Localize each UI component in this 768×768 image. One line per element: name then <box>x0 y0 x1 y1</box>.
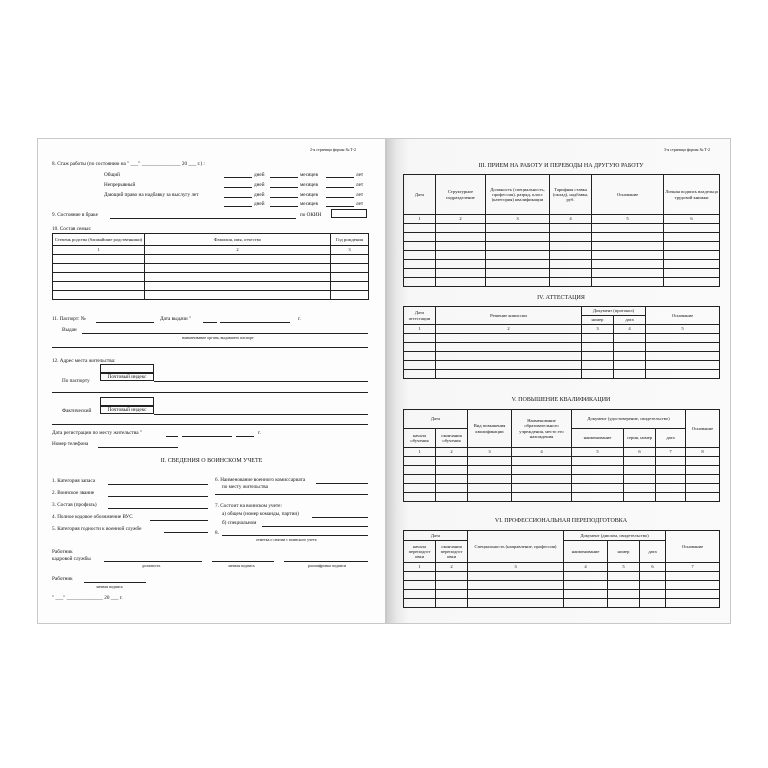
s8-years-4: лет <box>356 201 364 207</box>
sign-worker-hint: личная подпись <box>96 584 123 589</box>
s6-header: начала переподгот овки <box>404 541 436 563</box>
postal-box-2: Почтовый индекс <box>100 397 154 406</box>
s5-header: Наименование образовательного учреждения, место его нахождения <box>512 410 572 448</box>
table-row <box>404 466 720 475</box>
family-header-year: Год рождения <box>331 234 369 246</box>
s12-reg-day-line[interactable] <box>166 436 178 437</box>
sign-decoding-hint: расшифровка подписи <box>308 563 347 568</box>
military-title: II. СВЕДЕНИЯ О ВОИНСКОМ УЧЕТЕ <box>160 458 263 464</box>
sign-worker-line[interactable] <box>84 582 146 583</box>
table-row <box>53 282 369 291</box>
military-item-4: 4. Полное кодовое обозначение ВУС <box>52 514 133 520</box>
s8-months-line-2[interactable] <box>270 187 298 188</box>
s12-reg-month-line[interactable] <box>182 436 232 437</box>
table-row <box>404 233 720 242</box>
table-row <box>404 361 720 370</box>
s8-days-1: дней <box>254 172 265 178</box>
table-row <box>404 370 720 379</box>
table-row <box>404 581 720 590</box>
s5-header: Основание <box>686 410 720 448</box>
s6-num: 6 <box>640 563 666 572</box>
s8-days-3: дней <box>254 192 265 198</box>
s8-years-1: лет <box>356 172 364 178</box>
military-item-7b: б) специальном <box>222 520 257 526</box>
sign-personal-line[interactable] <box>212 561 274 562</box>
s6-num: 5 <box>608 563 640 572</box>
s8-days-4: дней <box>254 201 265 207</box>
s12-actual-addr-line-2[interactable] <box>52 424 368 425</box>
s3-header: Должность (специальность, профессия), разряд, класс (категория) квалификации <box>486 175 550 215</box>
s12-actual-addr-line[interactable] <box>154 414 368 415</box>
sign-decoding-line[interactable] <box>284 561 368 562</box>
military-line-4[interactable] <box>150 520 208 521</box>
s4-header: Документ (протокол) <box>582 307 646 316</box>
table-row <box>404 493 720 502</box>
table-row <box>404 343 720 352</box>
s12-reg-year-line[interactable] <box>236 436 254 437</box>
s5-num: 8 <box>686 448 720 457</box>
s4-header: Основание <box>646 307 720 325</box>
s5-header: дата <box>656 429 686 448</box>
s8-months-line-4[interactable] <box>270 206 298 207</box>
s6-num: 1 <box>404 563 436 572</box>
table-row <box>53 273 369 282</box>
sign-date: " ___" ______________ 20 ___ г. <box>52 595 123 601</box>
s11-number-line[interactable] <box>96 322 154 323</box>
military-line-7b[interactable] <box>262 526 368 527</box>
s5-num: 6 <box>624 448 656 457</box>
s4-num: 5 <box>646 325 720 334</box>
s8-days-line-4[interactable] <box>224 206 252 207</box>
postal-box-1: Почтовый индекс <box>100 364 154 373</box>
family-num: 3 <box>331 246 369 255</box>
military-item-8-hint: отметка о снятии с воинского учета <box>256 537 317 542</box>
sign-personal-hint: личная подпись <box>228 563 255 568</box>
s6-header: Дата <box>404 531 468 541</box>
s12-by-passport: По паспорту <box>62 378 90 384</box>
s4-header: номер <box>582 316 614 325</box>
s5-header: наименование <box>572 429 624 448</box>
s3-header: Личная подпись владельца трудовой книжки <box>664 175 720 215</box>
sign-worker-hr-2: кадровой службы <box>52 556 91 562</box>
s5-header: начала обучения <box>404 429 436 448</box>
sign-worker-hr: Работник <box>52 549 73 555</box>
s5-num: 3 <box>468 448 512 457</box>
military-item-8: 8. <box>215 530 219 536</box>
s12-phone: Номер телефона <box>52 441 89 447</box>
military-line-8[interactable] <box>222 535 368 536</box>
family-header-name: Фамилия, имя, отчество <box>145 234 331 246</box>
military-line-2[interactable] <box>108 496 208 497</box>
military-line-6[interactable] <box>316 483 368 484</box>
s8-years-line-2[interactable] <box>326 187 354 188</box>
table-row <box>404 242 720 251</box>
table-row <box>404 269 720 278</box>
s3-title: III. ПРИЕМ НА РАБОТУ И ПЕРЕВОДЫ НА ДРУГУЮ РАБОТУ <box>478 163 644 169</box>
sign-position-hint: должность <box>142 563 161 568</box>
table-row <box>404 484 720 493</box>
s3-header: Тарифная ставка (оклад), надбавка, руб. <box>550 175 592 215</box>
s12-passport-addr-line[interactable] <box>154 381 368 382</box>
s4-header: Дата аттестации <box>404 307 436 325</box>
s5-header: серия, номер <box>624 429 656 448</box>
s6-num: 7 <box>666 563 720 572</box>
s4-table <box>403 306 720 379</box>
s12-actual: Фактический <box>62 408 92 414</box>
postal-input-1[interactable] <box>100 373 154 381</box>
military-line-7a[interactable] <box>312 517 368 518</box>
postal-input-2[interactable] <box>100 406 154 414</box>
table-row <box>404 457 720 466</box>
table-row <box>53 255 369 264</box>
s11-issued-line[interactable] <box>82 333 368 334</box>
family-num: 2 <box>145 246 331 255</box>
s6-title: VI. ПРОФЕССИОНАЛЬНАЯ ПЕРЕПОДГОТОВКА <box>494 518 628 524</box>
form-ref-left: 2-я страница формы № Т-2 <box>310 147 357 152</box>
s6-table <box>403 530 720 608</box>
s5-num: 5 <box>572 448 624 457</box>
s8-label: 8. Стаж работы (по состоянию на " ___" _______________ 20 ___ г.) : <box>52 161 205 167</box>
s6-header: наименование <box>564 541 608 563</box>
s3-table <box>403 174 720 287</box>
s3-num: 5 <box>592 215 664 224</box>
s12-reg-year: г. <box>258 430 261 436</box>
military-item-5: 5. Категория годности к военной службе <box>52 526 142 532</box>
s9-okin-box[interactable] <box>331 209 367 218</box>
s5-table <box>403 409 720 502</box>
s8-years-line-3[interactable] <box>326 197 354 198</box>
table-row <box>404 572 720 581</box>
table-row <box>404 224 720 233</box>
military-item-7a: а) общем (номер команды, партии) <box>222 511 299 517</box>
military-line-6b[interactable] <box>215 494 368 495</box>
s3-num: 3 <box>486 215 550 224</box>
family-num: 1 <box>53 246 145 255</box>
s3-num: 1 <box>404 215 436 224</box>
s8-days-2: дней <box>254 182 265 188</box>
s5-header: Дата <box>404 410 468 429</box>
s8-months-line-3[interactable] <box>270 197 298 198</box>
sign-worker: Работник <box>52 576 73 582</box>
s9-label: 9. Состояние в браке <box>52 212 98 218</box>
s11-issue-date: Дата выдачи " <box>160 316 192 322</box>
s6-header: Документ (диплом, свидетельство) <box>564 531 666 541</box>
s3-header: Структурное подразделение <box>436 175 486 215</box>
s12-reg-date: Дата регистрации по месту жительства " <box>52 430 142 436</box>
s11-issued-line-2[interactable] <box>52 347 368 348</box>
s9-line[interactable] <box>110 218 296 219</box>
s12-passport-addr-line-2[interactable] <box>52 392 368 393</box>
s3-header: Основание <box>592 175 664 215</box>
s4-num: 4 <box>614 325 646 334</box>
s8-row-1: Общий <box>104 172 120 178</box>
table-row <box>404 352 720 361</box>
table-row <box>53 291 369 300</box>
s12-label: 12. Адрес места жительства: <box>52 358 116 364</box>
s6-header: окончания переподгот овки <box>436 541 468 563</box>
s3-num: 6 <box>664 215 720 224</box>
s8-row-2: Непрерывный <box>104 182 136 188</box>
s8-months-line-1[interactable] <box>270 177 298 178</box>
s8-months-3: месяцев <box>300 192 318 198</box>
s3-header: Дата <box>404 175 436 215</box>
s8-row-3: Дающий право на надбавку за выслугу лет <box>104 192 199 198</box>
s8-months-4: месяцев <box>300 201 318 207</box>
s4-header: дата <box>614 316 646 325</box>
s8-days-line-2[interactable] <box>224 187 252 188</box>
s8-years-3: лет <box>356 192 364 198</box>
s4-num: 2 <box>436 325 582 334</box>
military-item-1: 1. Категория запаса <box>52 478 95 484</box>
sign-position-line[interactable] <box>104 561 202 562</box>
s5-num: 2 <box>436 448 468 457</box>
s12-phone-line[interactable] <box>98 447 178 448</box>
table-row <box>404 475 720 484</box>
s5-title: V. ПОВЫШЕНИЕ КВАЛИФИКАЦИИ <box>511 397 611 403</box>
s11-issued: Выдан <box>62 327 77 333</box>
table-row <box>404 251 720 260</box>
s4-num: 3 <box>582 325 614 334</box>
s6-header: дата <box>640 541 666 563</box>
s5-header: Вид повышения квалификации <box>468 410 512 448</box>
s6-num: 2 <box>436 563 468 572</box>
table-row <box>404 599 720 608</box>
form-ref-right: 3-я страница формы № Т-2 <box>664 147 711 152</box>
s8-days-line-1[interactable] <box>224 177 252 178</box>
s11-year: г. <box>298 316 301 322</box>
s4-num: 1 <box>404 325 436 334</box>
s6-header: Основание <box>666 531 720 563</box>
table-row <box>404 260 720 269</box>
s8-months-2: месяцев <box>300 182 318 188</box>
family-header-relation: Степень родства (ближайшие родственники) <box>53 234 145 246</box>
s11-month-line[interactable] <box>220 322 290 323</box>
s4-title: IV. АТТЕСТАЦИЯ <box>537 295 585 301</box>
table-row <box>404 590 720 599</box>
s5-num: 7 <box>656 448 686 457</box>
s5-num: 4 <box>512 448 572 457</box>
s8-years-line-4[interactable] <box>326 206 354 207</box>
s8-days-line-3[interactable] <box>224 197 252 198</box>
military-item-6b: по месту жительства <box>222 484 268 490</box>
s5-header: Документ (удостоверение, свидетельство) <box>572 410 686 429</box>
s11-issued-hint: наименование органа, выдавшего паспорт <box>182 335 254 340</box>
military-item-3: 3. Состав (профиль) <box>52 502 97 508</box>
s6-header: номер <box>608 541 640 563</box>
s3-num: 4 <box>550 215 592 224</box>
s8-months-1: месяцев <box>300 172 318 178</box>
military-line-3[interactable] <box>108 508 208 509</box>
military-item-2: 2. Воинское звание <box>52 490 95 496</box>
military-line-5[interactable] <box>164 532 208 533</box>
family-table <box>52 233 369 300</box>
table-row <box>53 264 369 273</box>
military-item-7: 7. Состоит на воинском учете: <box>215 503 282 509</box>
s8-years-2: лет <box>356 182 364 188</box>
s6-num: 3 <box>468 563 564 572</box>
military-line-1[interactable] <box>108 484 208 485</box>
table-row <box>404 278 720 287</box>
s11-passport: 11. Паспорт: № <box>52 316 86 322</box>
s11-day-line[interactable] <box>203 322 217 323</box>
s8-years-line-1[interactable] <box>326 177 354 178</box>
s6-header: Специальность (направление, профессия) <box>468 531 564 563</box>
s6-num: 4 <box>564 563 608 572</box>
s5-header: окончания обучения <box>436 429 468 448</box>
s9-okin: по ОКИН <box>300 212 322 218</box>
military-item-6: 6. Наименование военного комиссариата <box>215 477 306 483</box>
s10-label: 10. Состав семьи: <box>52 226 92 232</box>
s5-num: 1 <box>404 448 436 457</box>
table-row <box>404 334 720 343</box>
s4-header: Решение комиссии <box>436 307 582 325</box>
s3-num: 2 <box>436 215 486 224</box>
